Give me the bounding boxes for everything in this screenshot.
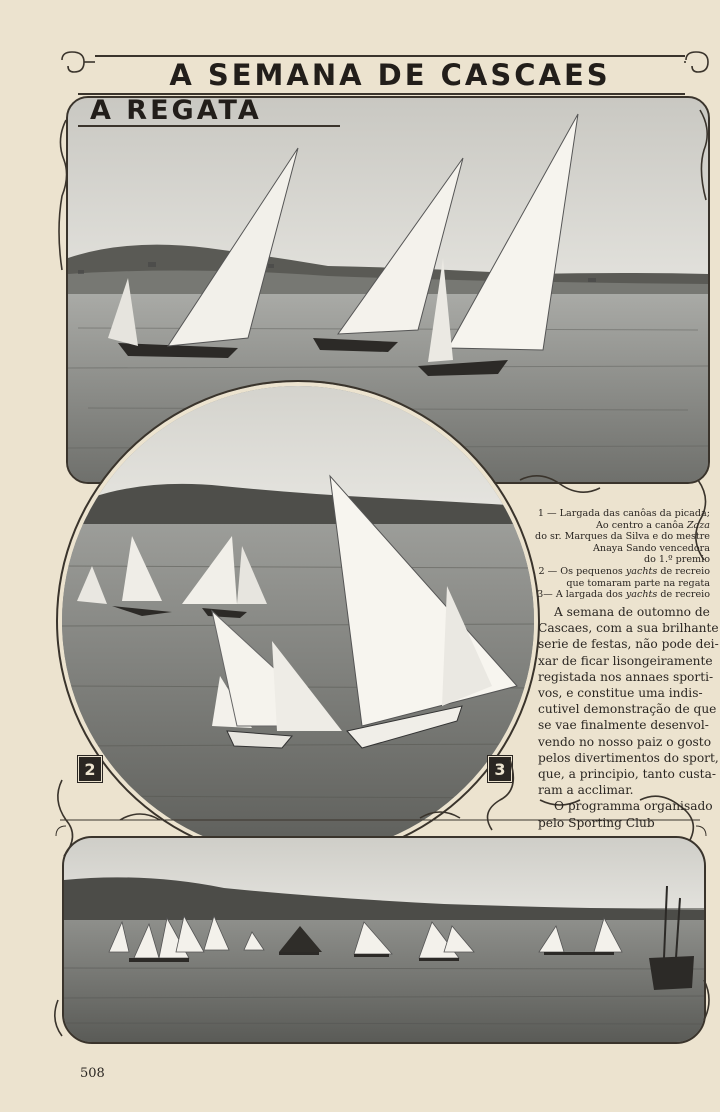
article-line: vendo no nosso paiz o gosto bbox=[538, 734, 712, 749]
caption-text: 2 — Os pequenos bbox=[538, 565, 626, 577]
caption-text: de recreio bbox=[657, 565, 710, 577]
caption-line: Anaya Sando vencedora bbox=[592, 542, 710, 554]
article-text bbox=[538, 604, 719, 831]
caption-line: que tomaram parte na regata bbox=[566, 577, 710, 589]
caption-text: Ao centro a canôa bbox=[595, 519, 687, 531]
caption-line bbox=[522, 589, 710, 601]
photo-bottom-image bbox=[64, 838, 704, 1042]
photo-number-2: 2 bbox=[78, 756, 102, 782]
photo-yachts-start bbox=[62, 836, 706, 1044]
article-line: registada nos annaes sporti- bbox=[538, 669, 714, 684]
caption-line: 1 — Largada das canôas da picada; bbox=[537, 508, 710, 519]
photo-circle-image bbox=[62, 386, 534, 856]
article-line: serie de festas, não pode dei- bbox=[538, 637, 719, 652]
caption-emphasis: yachts bbox=[625, 565, 658, 577]
page-subtitle: A REGATA bbox=[90, 94, 262, 126]
article-line: xar de ficar lisongeiramente bbox=[538, 653, 713, 668]
caption-emphasis: yachts bbox=[625, 589, 658, 601]
subheader-banner bbox=[78, 93, 340, 127]
photo-caption bbox=[522, 508, 710, 601]
caption-text: de recreio bbox=[657, 589, 710, 601]
caption-line bbox=[522, 520, 710, 532]
article-line: vos, e constitue uma indis- bbox=[538, 686, 703, 701]
article-line: O programma organisado bbox=[554, 799, 713, 814]
article-line: se vae finalmente desenvol- bbox=[538, 718, 709, 733]
photo-small-yachts bbox=[58, 382, 538, 860]
article-line: que, a principio, tanto custa- bbox=[538, 767, 716, 782]
caption-boat-name: Zaza bbox=[686, 519, 710, 531]
header-banner bbox=[95, 55, 685, 95]
page-title: A SEMANA DE CASCAES bbox=[169, 58, 611, 92]
article-line: pelos divertimentos do sport, bbox=[538, 750, 719, 765]
article-line: pelo Sporting Club bbox=[538, 815, 655, 830]
article-line: A semana de outomno de bbox=[554, 605, 710, 619]
article-line: ram a acclimar. bbox=[538, 783, 634, 798]
caption-line: do 1.º premio bbox=[643, 554, 710, 566]
caption-text: 3— A largada dos bbox=[537, 589, 626, 601]
caption-line: do sr. Marques da Silva e do mestre bbox=[535, 531, 710, 543]
page-number: 508 bbox=[80, 1066, 105, 1081]
caption-line bbox=[522, 566, 710, 578]
photo-number-3: 3 bbox=[488, 756, 512, 782]
article-line: Cascaes, com a sua brilhante bbox=[538, 621, 719, 636]
article-line: cutivel demonstração de que bbox=[538, 702, 717, 717]
